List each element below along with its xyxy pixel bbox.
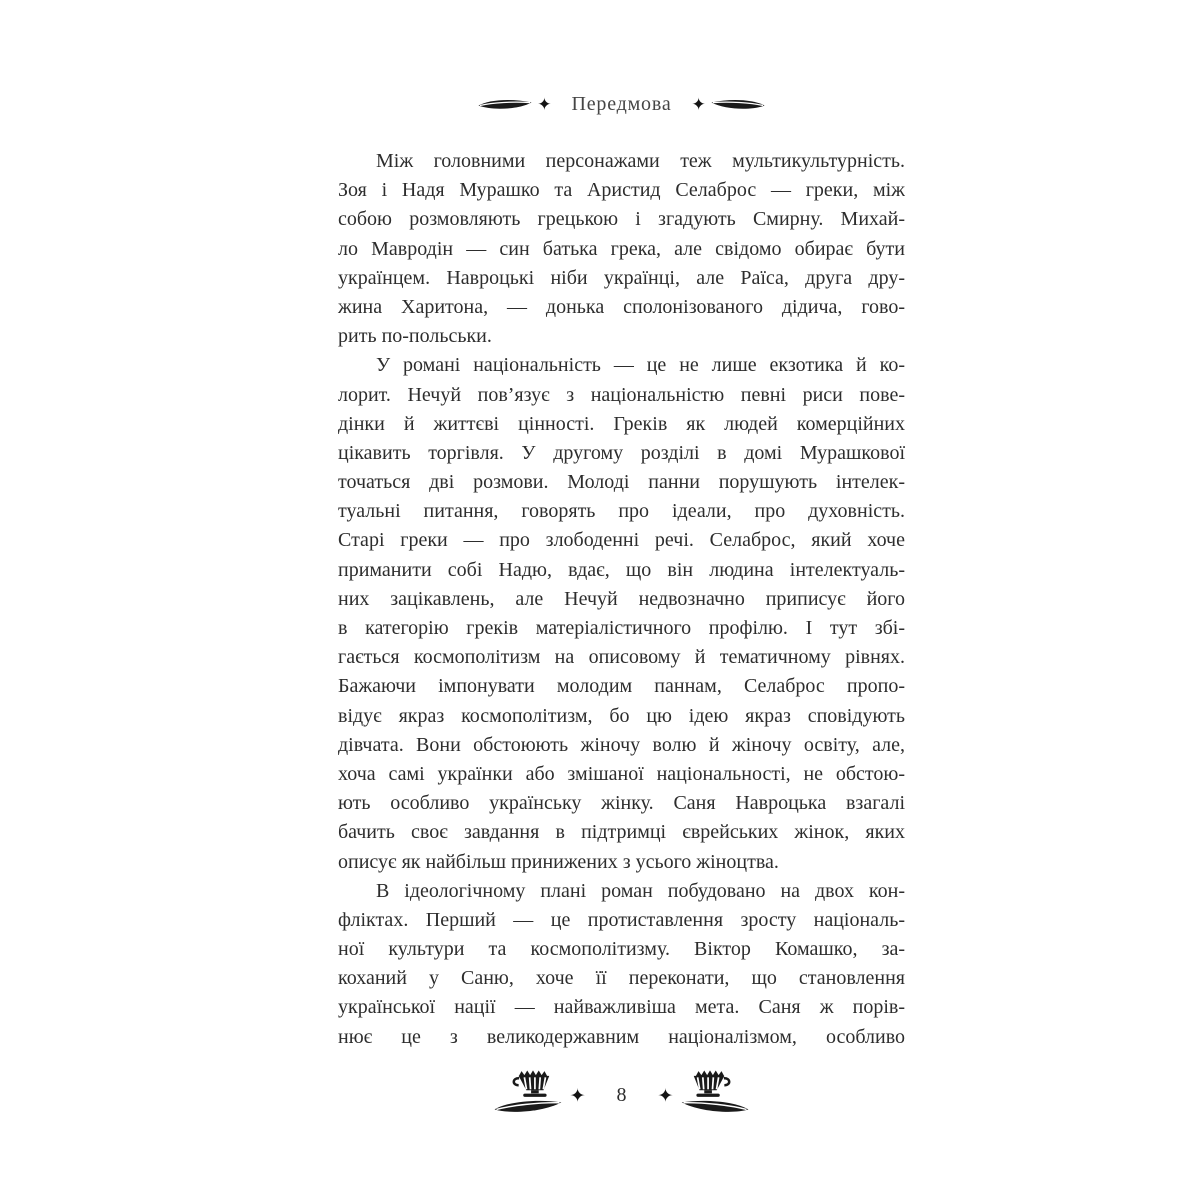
text-line: Зоя і Надя Мурашко та Аристид Селаброс — греки, між <box>338 179 905 202</box>
four-pointed-star-icon: ✦ <box>569 1085 586 1107</box>
leaf-ornament-icon <box>492 1096 563 1117</box>
teacup-leaf-ornament <box>680 1069 750 1115</box>
teacup-icon <box>688 1069 732 1099</box>
text-line: описує як найбільш принижених з усього жіноцтва. <box>338 850 779 873</box>
four-pointed-star-icon: ✦ <box>691 94 706 114</box>
text-line: ють особливо українську жінку. Саня Навроцька взагалі <box>338 792 905 815</box>
text-line: дівчата. Вони обстоюють жіночу волю й жіночу освіту, але, <box>338 733 905 756</box>
text-line: українцем. Навроцькі ніби українці, але Раїса, друга дру- <box>338 266 905 289</box>
text-line: собою розмовляють грецькою і згадують Смирну. Михай- <box>338 208 905 231</box>
text-line: ної культури та космополітизму. Віктор Комашко, за- <box>338 938 905 961</box>
text-line: коханий у Саню, хоче її переконати, що становлення <box>338 967 905 990</box>
text-line: фліктах. Перший — це протиставлення зросту національ- <box>338 908 905 931</box>
text-line: В ідеологічному плані роман побудовано на двох кон- <box>376 879 905 902</box>
text-line: У романі національність — це не лише екзотика й ко- <box>376 354 905 377</box>
text-line: бачить своє завдання в підтримці єврейських жінок, яких <box>338 821 905 844</box>
leaf-ornament-icon <box>710 97 766 112</box>
text-line: лорит. Нечуй пов’язує з національністю певні риси пове- <box>338 383 905 406</box>
text-line: в категорію греків матеріалістичного профілю. І тут збі- <box>338 617 905 639</box>
page-footer <box>338 1066 905 1118</box>
four-pointed-star-icon: ✦ <box>657 1085 674 1107</box>
leaf-ornament-icon <box>680 1096 751 1117</box>
text-line: Бажаючи імпонувати молодим паннам, Селаброс пропо- <box>338 675 905 698</box>
text-line: нює це з великодержавним націоналізмом, особливо <box>338 1025 905 1048</box>
text-line: хоча самі українки або змішаної національності, не обстою- <box>338 762 905 785</box>
text-line: відує якраз космополітизм, бо цю ідею якраз сповідують <box>338 704 905 727</box>
text-line: них зацікавлень, але Нечуй недвозначно приписує його <box>338 587 905 610</box>
text-line: приманити собі Надю, вдає, що він людина інтелектуаль- <box>338 558 905 581</box>
text-line: цікавить торгівля. У другому розділі в домі Мурашкової <box>338 441 905 464</box>
text-line: гається космополітизм на описовому й тематичному рівнях. <box>338 646 905 669</box>
text-line: ло Мавродін — син батька грека, але свідомо обирає бути <box>338 237 905 260</box>
four-pointed-star-icon: ✦ <box>537 94 552 114</box>
text-line: української нації — найважливіша мета. Саня ж порів- <box>338 996 905 1019</box>
text-line: жина Харитона, — донька сполонізованого дідича, гово- <box>338 295 905 318</box>
text-line: Між головними персонажами теж мультикультурність. <box>376 150 905 172</box>
text-line: точаться дві розмови. Молоді панни порушують інтелек- <box>338 471 905 494</box>
text-line: дінки й життєві цінності. Греків як людей комерційних <box>338 412 905 435</box>
body-text <box>338 147 905 1052</box>
text-line: Старі греки — про злободенні речі. Селаброс, який хоче <box>338 529 905 552</box>
page-title: Передмова <box>571 92 672 115</box>
page-number: 8 <box>616 1083 627 1106</box>
teacup-leaf-ornament <box>493 1069 563 1115</box>
text-line: туальні питання, говорять про ідеали, про духовність. <box>338 500 905 523</box>
teacup-icon <box>511 1069 555 1099</box>
text-line: рить по-польськи. <box>338 325 492 348</box>
chapter-header <box>338 88 905 120</box>
leaf-ornament-icon <box>477 97 533 112</box>
